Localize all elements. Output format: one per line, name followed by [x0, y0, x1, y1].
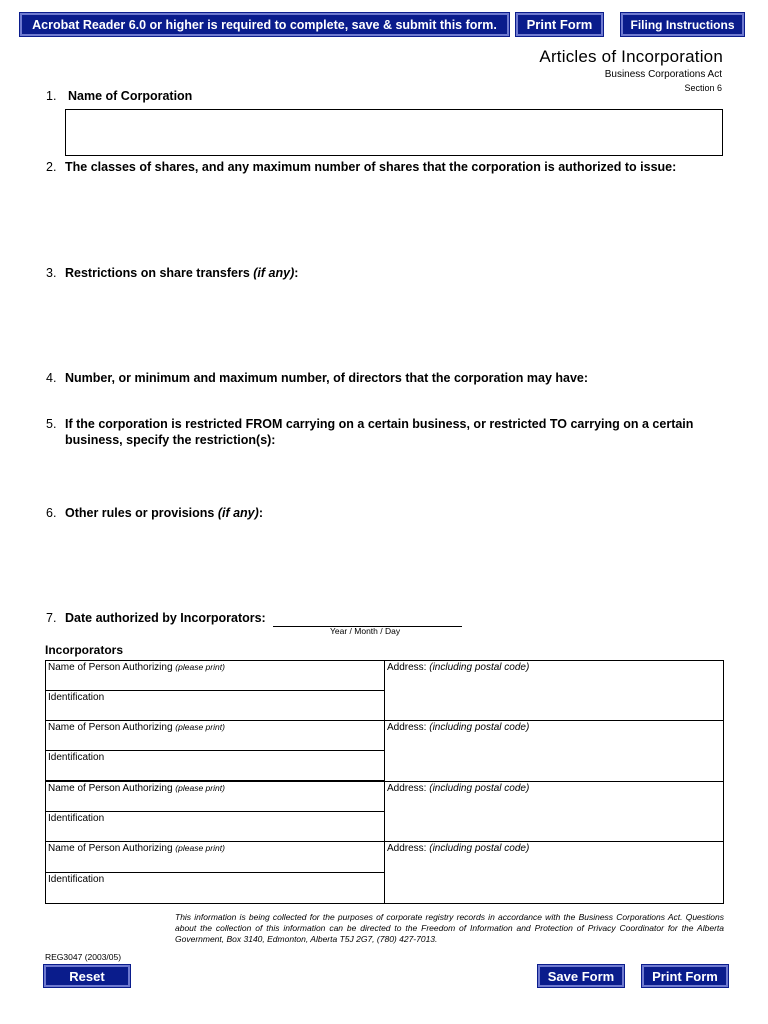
identification-field[interactable]: [45, 690, 385, 721]
name-label: Name of Person Authorizing: [48, 722, 173, 733]
identification-label: Identification: [48, 752, 105, 763]
print-form-label: Print Form: [652, 968, 718, 984]
question-2: [46, 160, 676, 174]
question-text: Number, or minimum and maximum number, of directors that the corporation may have:: [65, 371, 589, 385]
section-number: Section 6: [684, 83, 722, 93]
address-field[interactable]: [384, 781, 724, 842]
address-hint: (including postal code): [429, 783, 530, 794]
print-form-button-top[interactable]: [516, 13, 603, 36]
question-number: 2.: [46, 160, 57, 174]
person-name-field[interactable]: [45, 781, 385, 812]
question-text: Name of Corporation: [68, 89, 193, 103]
name-hint: (please print): [175, 843, 225, 853]
question-text: Date authorized by Incorporators:: [65, 611, 266, 625]
name-hint: (please print): [175, 722, 225, 732]
question-tail: :: [258, 506, 263, 520]
question-text: Restrictions on share transfers: [65, 266, 254, 280]
question-number: 4.: [46, 371, 57, 385]
name-hint: (please print): [175, 783, 225, 793]
question-1: [46, 89, 192, 103]
address-label: Address:: [387, 843, 427, 854]
filing-instructions-button[interactable]: [621, 13, 744, 36]
question-text: The classes of shares, and any maximum number of shares that the corporation is authorized to issue:: [65, 160, 677, 174]
address-field[interactable]: [384, 720, 724, 782]
question-text: Other rules or provisions: [65, 506, 218, 520]
address-field[interactable]: [384, 660, 724, 721]
name-label: Name of Person Authorizing: [48, 843, 173, 854]
print-form-label: Print Form: [526, 17, 593, 32]
question-3: [46, 266, 298, 280]
identification-label: Identification: [48, 874, 105, 885]
directors-number-field[interactable]: [65, 389, 723, 413]
form-code: REG3047 (2003/05): [45, 952, 122, 962]
filing-instructions-label: Filing Instructions: [630, 17, 735, 32]
share-transfer-restrictions-field[interactable]: [65, 284, 723, 366]
incorporators-heading: Incorporators: [45, 643, 124, 657]
question-hint: (if any): [253, 266, 295, 280]
address-label: Address:: [387, 783, 427, 794]
question-6: [46, 506, 263, 520]
person-name-field[interactable]: [45, 660, 385, 691]
address-hint: (including postal code): [429, 662, 530, 673]
question-number: 3.: [46, 266, 57, 280]
name-label: Name of Person Authorizing: [48, 662, 173, 673]
question-5: [46, 417, 693, 448]
identification-field[interactable]: [45, 811, 385, 842]
print-form-button-bottom[interactable]: [642, 965, 728, 987]
reader-requirement-text: Acrobat Reader 6.0 or higher is required to complete, save & submit this form.: [32, 17, 497, 32]
business-restrictions-field[interactable]: [65, 450, 723, 502]
name-hint: (please print): [175, 662, 225, 672]
person-name-field[interactable]: [45, 841, 385, 873]
date-format-hint: Year / Month / Day: [330, 626, 401, 636]
save-form-button[interactable]: [538, 965, 624, 987]
identification-label: Identification: [48, 692, 105, 703]
reader-requirement-banner: [20, 13, 509, 36]
question-hint: (if any): [217, 506, 259, 520]
question-number: 7.: [46, 611, 57, 625]
address-hint: (including postal code): [429, 843, 530, 854]
question-7: [46, 611, 266, 625]
question-text-line-2: business, specify the restriction(s):: [65, 432, 276, 447]
identification-field[interactable]: [45, 872, 385, 904]
name-label: Name of Person Authorizing: [48, 783, 173, 794]
identification-field[interactable]: [45, 750, 385, 781]
reset-label: Reset: [69, 968, 105, 984]
question-tail: :: [294, 266, 299, 280]
identification-label: Identification: [48, 813, 105, 824]
address-label: Address:: [387, 722, 427, 733]
address-hint: (including postal code): [429, 722, 530, 733]
address-field[interactable]: [384, 841, 724, 904]
corporation-name-field[interactable]: [65, 109, 723, 156]
other-rules-field[interactable]: [65, 524, 723, 604]
question-number: 5.: [46, 417, 57, 431]
question-number: 6.: [46, 506, 57, 520]
form-title: Articles of Incorporation: [539, 47, 723, 66]
address-label: Address:: [387, 662, 427, 673]
question-4: [46, 371, 588, 385]
share-classes-field[interactable]: [65, 178, 723, 262]
question-number: 1.: [46, 89, 57, 103]
reset-button[interactable]: [44, 965, 130, 987]
question-text-line-1: If the corporation is restricted FROM carrying on a certain business, or restricted TO carrying on a certain: [65, 417, 694, 431]
act-name: Business Corporations Act: [604, 69, 722, 80]
privacy-notice: This information is being collected for the purposes of corporate registry records in accordance with the Business Corporations Act. Questions about the collection of this information can be directed to the Freedom of Information and Protection of Privacy Coordinator for the Alberta Government, Box 3140, Edmonton, Alberta T5J 2G7, (780) 427-7013.: [175, 912, 724, 944]
person-name-field[interactable]: [45, 720, 385, 751]
save-form-label: Save Form: [547, 968, 615, 984]
date-authorized-field[interactable]: [273, 612, 462, 627]
incorporators-table: [45, 660, 724, 904]
